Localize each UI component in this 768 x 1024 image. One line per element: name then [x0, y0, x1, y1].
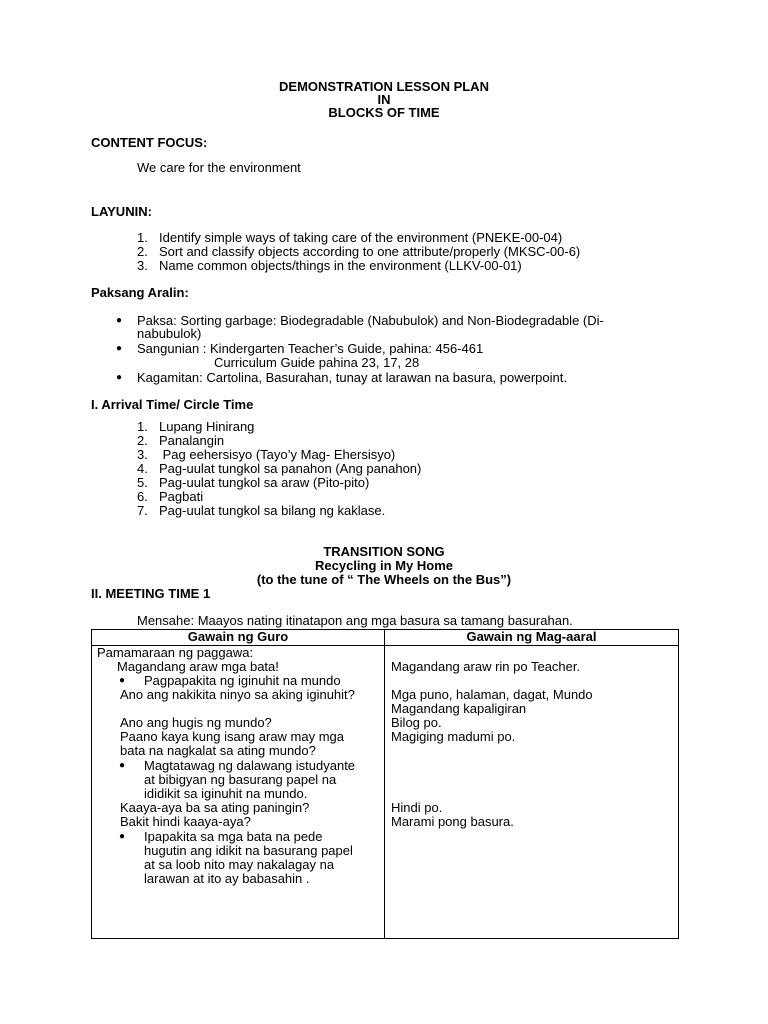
magaaral-line: Hindi po.	[391, 800, 443, 815]
list-number: 2.	[137, 433, 148, 448]
list-number: 4.	[137, 461, 148, 476]
bullet-icon: ●	[119, 760, 126, 771]
guro-line: Ipapakita sa mga bata na pede	[144, 829, 323, 844]
bullet-icon: ●	[119, 675, 126, 686]
arrival-item	[0, 448, 768, 462]
list-text: Pag-uulat tungkol sa araw (Pito-pito)	[159, 475, 370, 490]
guro-line: Magtatawag ng dalawang istudyante	[144, 758, 356, 773]
transition-line-2: Recycling in My Home	[315, 558, 453, 573]
layunin-item	[0, 259, 768, 273]
magaaral-line: Magiging madumi po.	[391, 729, 516, 744]
arrival-item	[0, 420, 768, 434]
magaaral-cell	[385, 646, 679, 939]
sanggunian-line-2: Curriculum Guide pahina 23, 17, 28	[214, 355, 420, 370]
layunin-item	[0, 245, 768, 259]
list-text: Name common objects/things in the environment (LLKV-00-01)	[159, 258, 522, 273]
paksa-line-1: Paksa: Sorting garbage: Biodegradable (Nabubulok) and Non-Biodegradable (Di-	[137, 313, 604, 328]
col-header-magaaral: Gawain ng Mag-aaral	[385, 630, 679, 646]
arrival-heading: I. Arrival Time/ Circle Time	[91, 397, 254, 412]
layunin-heading: LAYUNIN:	[91, 204, 152, 219]
list-text: Pag-uulat tungkol sa bilang ng kaklase.	[159, 503, 386, 518]
table-row	[92, 646, 679, 939]
paksang-aralin-heading: Paksang Aralin:	[91, 285, 189, 300]
list-number: 3.	[137, 258, 148, 273]
content-focus-heading: CONTENT FOCUS:	[91, 135, 208, 150]
magaaral-line: Marami pong basura.	[391, 814, 514, 829]
list-text: Pagbati	[159, 489, 204, 504]
guro-line: Kaaya-aya ba sa ating paningin?	[120, 800, 310, 815]
list-number: 7.	[137, 503, 148, 518]
col-header-guro: Gawain ng Guro	[92, 630, 385, 646]
bullet-icon: ●	[119, 831, 126, 842]
guro-line: larawan at ito ay babasahin .	[144, 871, 310, 886]
mensahe-text: Mensahe: Maayos nating itinatapon ang mga basura sa tamang basurahan.	[137, 613, 573, 628]
meeting-heading: II. MEETING TIME 1	[91, 586, 211, 601]
content-focus-text: We care for the environment	[137, 160, 301, 175]
guro-line: Paano kaya kung isang araw may mga	[120, 729, 345, 744]
guro-line: Magandang araw mga bata!	[117, 659, 279, 674]
arrival-item	[0, 490, 768, 504]
layunin-item	[0, 231, 768, 245]
list-text: Pag-uulat tungkol sa panahon (Ang panahon)	[159, 461, 422, 476]
guro-line: Ano ang nakikita ninyo sa aking iginuhit?	[120, 687, 355, 702]
bullet-icon: ●	[116, 315, 123, 326]
guro-line: at sa loob nito may nakalagay na	[144, 857, 335, 872]
bullet-icon: ●	[116, 343, 123, 354]
kagamitan-text: Kagamitan: Cartolina, Basurahan, tunay at larawan na basura, powerpoint.	[137, 370, 567, 385]
guro-line: ididikit sa iginuhit na mundo.	[144, 786, 308, 801]
guro-cell	[92, 646, 385, 939]
list-number: 2.	[137, 244, 148, 259]
magaaral-line: Magandang araw rin po Teacher.	[391, 659, 581, 674]
activity-table	[91, 629, 679, 939]
magaaral-line: Bilog po.	[391, 715, 442, 730]
guro-line: Ano ang hugis ng mundo?	[120, 715, 272, 730]
list-number: 3.	[137, 447, 148, 462]
arrival-item	[0, 476, 768, 490]
list-text: Lupang Hinirang	[159, 419, 255, 434]
list-number: 1.	[137, 230, 148, 245]
list-text: Sort and classify objects according to one attribute/properly (MKSC-00-6)	[159, 244, 581, 259]
list-text: Identify simple ways of taking care of the environment (PNEKE-00-04)	[159, 230, 563, 245]
magaaral-line: Mga puno, halaman, dagat, Mundo	[391, 687, 593, 702]
list-number: 6.	[137, 489, 148, 504]
paksa-item	[0, 314, 768, 328]
guro-line: Bakit hindi kaaya-aya?	[120, 814, 251, 829]
guro-line: Pagpapakita ng iginuhit na mundo	[144, 673, 341, 688]
list-text: Panalangin	[159, 433, 225, 448]
guro-line: hugutin ang idikit na basurang papel	[144, 843, 353, 858]
list-number: 5.	[137, 475, 148, 490]
list-text: Pag eehersisyo (Tayo’y Mag- Ehersisyo)	[159, 447, 396, 462]
guro-line: bata na nagkalat sa ating mundo?	[120, 743, 316, 758]
guro-line: Pamamaraan ng paggawa:	[97, 645, 254, 660]
bullet-icon: ●	[116, 372, 123, 383]
arrival-item	[0, 434, 768, 448]
guro-line: at bibigyan ng basurang papel na	[144, 772, 337, 787]
table-header-row	[92, 630, 679, 646]
list-number: 1.	[137, 419, 148, 434]
paksa-line-2: nabubulok)	[137, 326, 202, 341]
sanggunian-item	[0, 342, 768, 356]
transition-line-3: (to the tune of “ The Wheels on the Bus”)	[256, 572, 512, 587]
title-line-1: DEMONSTRATION LESSON PLAN	[279, 79, 489, 94]
arrival-item	[0, 504, 768, 518]
title-line-3: BLOCKS OF TIME	[328, 105, 440, 120]
kagamitan-item	[0, 371, 768, 385]
arrival-item	[0, 462, 768, 476]
transition-line-1: TRANSITION SONG	[323, 544, 445, 559]
title-line-2: IN	[377, 92, 391, 107]
sanggunian-line-1: Sangunian : Kindergarten Teacher’s Guide, pahina: 456-461	[137, 341, 484, 356]
magaaral-line: Magandang kapaligiran	[391, 701, 527, 716]
